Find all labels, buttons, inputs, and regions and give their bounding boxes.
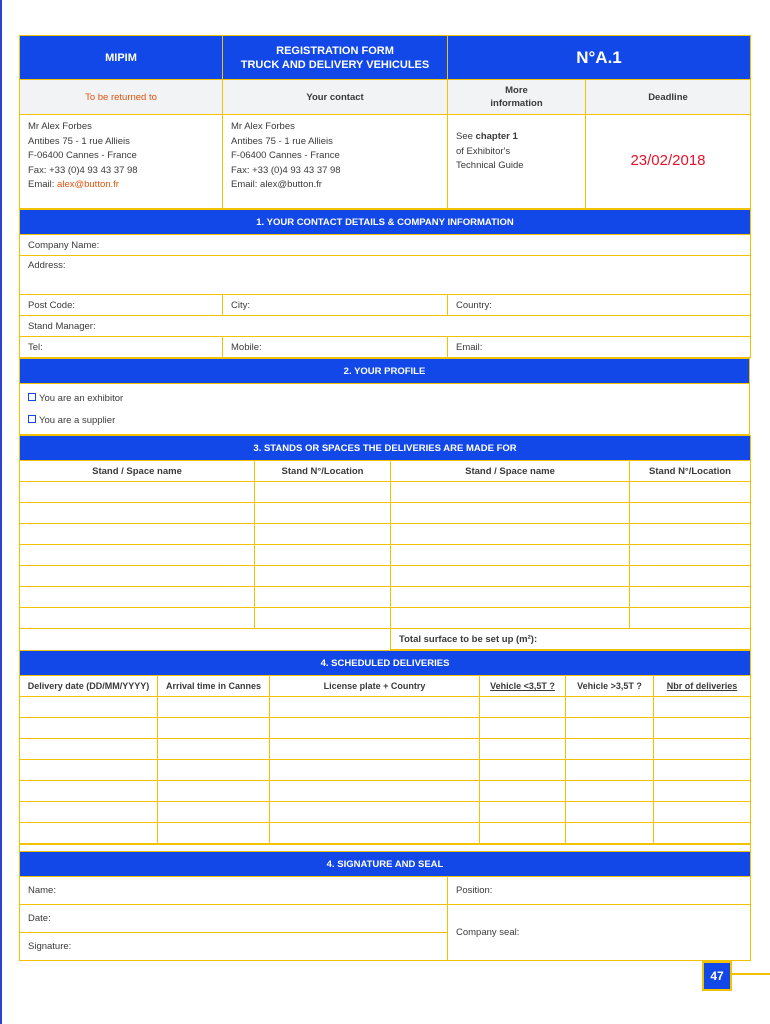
stand-cell[interactable] bbox=[630, 587, 751, 608]
stand-cell[interactable] bbox=[630, 503, 751, 524]
vehicle-over-header: Vehicle >3,5T ? bbox=[566, 676, 654, 697]
delivery-cell[interactable] bbox=[270, 781, 480, 802]
stand-row bbox=[20, 545, 751, 566]
return-email bbox=[28, 178, 214, 193]
delivery-cell[interactable] bbox=[20, 718, 158, 739]
stand-cell[interactable] bbox=[391, 482, 630, 503]
delivery-cell[interactable] bbox=[270, 697, 480, 718]
deliveries-section bbox=[19, 650, 751, 844]
stand-row bbox=[20, 608, 751, 629]
delivery-cell[interactable] bbox=[566, 760, 654, 781]
stand-cell[interactable] bbox=[391, 524, 630, 545]
delivery-row bbox=[20, 760, 751, 781]
stand-cell[interactable] bbox=[630, 566, 751, 587]
delivery-cell[interactable] bbox=[20, 802, 158, 823]
delivery-cell[interactable] bbox=[654, 718, 751, 739]
delivery-cell[interactable] bbox=[654, 760, 751, 781]
section-5-title: 4. SIGNATURE AND SEAL bbox=[20, 852, 751, 877]
contact-address-line-2: F-06400 Cannes - France bbox=[231, 150, 340, 161]
delivery-cell[interactable] bbox=[20, 739, 158, 760]
stand-row bbox=[20, 482, 751, 503]
stand-cell[interactable] bbox=[20, 587, 255, 608]
delivery-cell[interactable] bbox=[270, 739, 480, 760]
stand-cell[interactable] bbox=[20, 524, 255, 545]
stand-location-header-2: Stand N°/Location bbox=[630, 461, 751, 482]
email-field[interactable]: Email: bbox=[448, 337, 751, 358]
profile-options bbox=[20, 384, 750, 435]
contact-email: Email: alex@button.fr bbox=[231, 179, 322, 190]
form-title-line-2: TRUCK AND DELIVERY VEHICULES bbox=[240, 58, 430, 71]
arrival-time-header: Arrival time in Cannes bbox=[158, 676, 270, 697]
delivery-cell[interactable] bbox=[480, 823, 566, 844]
company-seal-field[interactable]: Company seal: bbox=[448, 905, 751, 961]
exhibitor-checkbox[interactable] bbox=[28, 393, 36, 401]
stand-cell[interactable] bbox=[630, 608, 751, 629]
stand-cell[interactable] bbox=[391, 587, 630, 608]
form-title bbox=[223, 36, 448, 80]
supplier-label: You are a supplier bbox=[39, 415, 116, 426]
page-number: 47 bbox=[702, 961, 732, 991]
section-3-title: 3. STANDS OR SPACES THE DELIVERIES ARE MADE FOR bbox=[20, 436, 751, 461]
stand-row bbox=[20, 524, 751, 545]
delivery-row bbox=[20, 697, 751, 718]
stand-row bbox=[20, 587, 751, 608]
info-line-2: of Exhibitor's bbox=[456, 145, 511, 157]
stand-cell[interactable] bbox=[630, 524, 751, 545]
delivery-cell[interactable] bbox=[480, 760, 566, 781]
stand-row bbox=[20, 566, 751, 587]
vehicle-under-header: Vehicle <3,5T ? bbox=[480, 676, 566, 697]
stand-cell[interactable] bbox=[255, 503, 391, 524]
stand-cell[interactable] bbox=[255, 524, 391, 545]
delivery-cell[interactable] bbox=[158, 802, 270, 823]
form-code: N°A.1 bbox=[448, 36, 751, 80]
stand-cell[interactable] bbox=[630, 545, 751, 566]
delivery-cell[interactable] bbox=[566, 718, 654, 739]
more-information bbox=[448, 115, 586, 209]
org-name: MIPIM bbox=[20, 36, 223, 80]
signature-field[interactable]: Signature: bbox=[20, 933, 448, 961]
name-field[interactable]: Name: bbox=[20, 877, 448, 905]
info-line-1 bbox=[456, 130, 577, 145]
delivery-cell[interactable] bbox=[480, 802, 566, 823]
delivery-row bbox=[20, 823, 751, 844]
address-field[interactable]: Address: bbox=[20, 256, 751, 295]
date-field[interactable]: Date: bbox=[20, 905, 448, 933]
mobile-field[interactable]: Mobile: bbox=[223, 337, 448, 358]
delivery-cell[interactable] bbox=[270, 802, 480, 823]
company-name-field[interactable]: Company Name: bbox=[20, 235, 751, 256]
delivery-cell[interactable] bbox=[158, 697, 270, 718]
delivery-cell[interactable] bbox=[566, 697, 654, 718]
return-to-label: To be returned to bbox=[20, 80, 223, 115]
profile-section bbox=[19, 358, 750, 435]
more-info-line-2: information bbox=[490, 98, 543, 109]
signature-section bbox=[19, 844, 751, 961]
section-2-title: 2. YOUR PROFILE bbox=[20, 359, 750, 384]
section-1-title: 1. YOUR CONTACT DETAILS & COMPANY INFORMATION bbox=[20, 210, 751, 235]
deadline-date: 23/02/2018 bbox=[586, 115, 751, 209]
stand-cell[interactable] bbox=[391, 503, 630, 524]
delivery-cell[interactable] bbox=[270, 823, 480, 844]
return-email-prefix: Email: bbox=[28, 179, 58, 190]
supplier-option[interactable] bbox=[28, 410, 741, 432]
delivery-cell[interactable] bbox=[566, 823, 654, 844]
section-4-title: 4. SCHEDULED DELIVERIES bbox=[20, 651, 751, 676]
delivery-cell[interactable] bbox=[20, 781, 158, 802]
section-gap bbox=[20, 845, 751, 852]
info-line-3: Technical Guide bbox=[456, 160, 524, 171]
delivery-cell[interactable] bbox=[20, 823, 158, 844]
your-contact-label: Your contact bbox=[223, 80, 448, 115]
return-address-line-1: Antibes 75 - 1 rue Allieis bbox=[28, 135, 130, 147]
delivery-cell[interactable] bbox=[566, 802, 654, 823]
stand-cell[interactable] bbox=[20, 503, 255, 524]
registration-form bbox=[19, 35, 750, 961]
contact-fax: Fax: +33 (0)4 93 43 37 98 bbox=[231, 164, 341, 176]
delivery-row bbox=[20, 739, 751, 760]
delivery-cell[interactable] bbox=[480, 781, 566, 802]
return-email-link[interactable]: alex@button.fr bbox=[57, 179, 119, 190]
stand-manager-field[interactable]: Stand Manager: bbox=[20, 316, 751, 337]
delivery-cell[interactable] bbox=[158, 739, 270, 760]
delivery-cell[interactable] bbox=[20, 760, 158, 781]
stand-cell[interactable] bbox=[255, 566, 391, 587]
delivery-cell[interactable] bbox=[480, 718, 566, 739]
city-field[interactable]: City: bbox=[223, 295, 448, 316]
delivery-row bbox=[20, 781, 751, 802]
stand-cell[interactable] bbox=[20, 482, 255, 503]
delivery-cell[interactable] bbox=[654, 697, 751, 718]
stand-cell[interactable] bbox=[255, 587, 391, 608]
stand-cell[interactable] bbox=[391, 545, 630, 566]
return-name: Mr Alex Forbes bbox=[28, 121, 92, 132]
return-address bbox=[20, 115, 223, 209]
delivery-cell[interactable] bbox=[20, 697, 158, 718]
license-plate-header: License plate + Country bbox=[270, 676, 480, 697]
stand-cell[interactable] bbox=[630, 482, 751, 503]
delivery-cell[interactable] bbox=[566, 781, 654, 802]
delivery-row bbox=[20, 802, 751, 823]
stand-cell[interactable] bbox=[255, 608, 391, 629]
stand-cell[interactable] bbox=[255, 482, 391, 503]
delivery-row bbox=[20, 718, 751, 739]
more-information-label bbox=[448, 80, 586, 115]
exhibitor-label: You are an exhibitor bbox=[39, 393, 124, 404]
delivery-cell[interactable] bbox=[566, 739, 654, 760]
stand-cell[interactable] bbox=[20, 608, 255, 629]
contact-address-line-1: Antibes 75 - 1 rue Allieis bbox=[231, 135, 333, 147]
post-code-field[interactable]: Post Code: bbox=[20, 295, 223, 316]
delivery-cell[interactable] bbox=[654, 823, 751, 844]
stand-name-header-1: Stand / Space name bbox=[20, 461, 255, 482]
page-edge-rule bbox=[0, 0, 2, 1024]
deadline-label: Deadline bbox=[586, 80, 751, 115]
stand-name-header-2: Stand / Space name bbox=[391, 461, 630, 482]
contact-address bbox=[223, 115, 448, 209]
delivery-cell[interactable] bbox=[270, 718, 480, 739]
position-field[interactable]: Position: bbox=[448, 877, 751, 905]
stand-cell[interactable] bbox=[20, 566, 255, 587]
country-field[interactable]: Country: bbox=[448, 295, 751, 316]
nbr-deliveries-header: Nbr of deliveries bbox=[654, 676, 751, 697]
stands-section bbox=[19, 435, 751, 650]
total-spacer bbox=[20, 629, 391, 650]
exhibitor-option[interactable] bbox=[28, 388, 741, 410]
info-prefix: See bbox=[456, 131, 476, 142]
supplier-checkbox[interactable] bbox=[28, 415, 36, 423]
delivery-cell[interactable] bbox=[654, 802, 751, 823]
delivery-cell[interactable] bbox=[480, 739, 566, 760]
form-header bbox=[19, 35, 751, 209]
info-chapter: chapter 1 bbox=[475, 131, 518, 142]
delivery-date-header: Delivery date (DD/MM/YYYY) bbox=[20, 676, 158, 697]
delivery-cell[interactable] bbox=[480, 697, 566, 718]
stand-row bbox=[20, 503, 751, 524]
delivery-cell[interactable] bbox=[654, 781, 751, 802]
stand-cell[interactable] bbox=[255, 545, 391, 566]
delivery-cell[interactable] bbox=[158, 718, 270, 739]
delivery-cell[interactable] bbox=[158, 781, 270, 802]
delivery-cell[interactable] bbox=[270, 760, 480, 781]
delivery-cell[interactable] bbox=[158, 760, 270, 781]
return-address-line-2: F-06400 Cannes - France bbox=[28, 150, 137, 161]
form-title-line-1: REGISTRATION FORM bbox=[276, 44, 394, 57]
tel-field[interactable]: Tel: bbox=[20, 337, 223, 358]
stand-cell[interactable] bbox=[391, 566, 630, 587]
contact-name: Mr Alex Forbes bbox=[231, 121, 295, 132]
delivery-cell[interactable] bbox=[158, 823, 270, 844]
stand-cell[interactable] bbox=[391, 608, 630, 629]
page-number-rule bbox=[732, 973, 770, 975]
return-fax: Fax: +33 (0)4 93 43 37 98 bbox=[28, 164, 138, 176]
stand-cell[interactable] bbox=[20, 545, 255, 566]
stand-location-header-1: Stand N°/Location bbox=[255, 461, 391, 482]
more-info-line-1: More bbox=[505, 85, 528, 96]
delivery-cell[interactable] bbox=[654, 739, 751, 760]
contact-details-section bbox=[19, 209, 751, 358]
total-surface-field[interactable]: Total surface to be set up (m²): bbox=[391, 629, 751, 650]
